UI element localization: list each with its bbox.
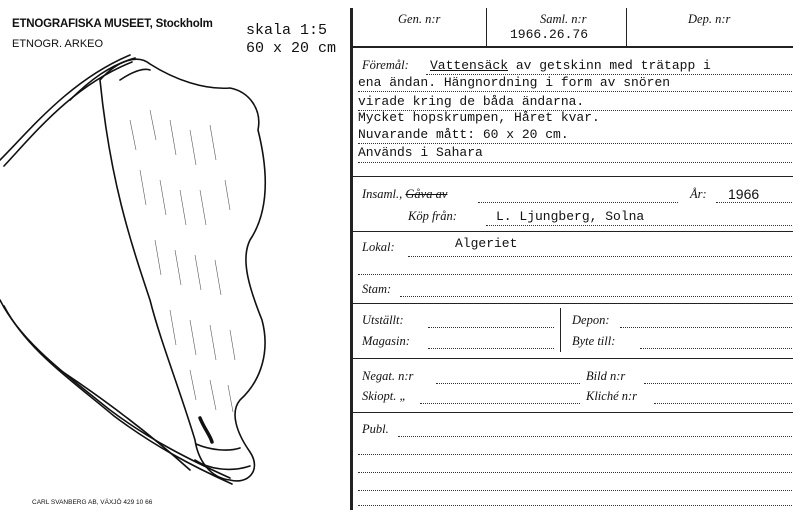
stam-label: Stam: (362, 282, 392, 296)
saml-nr-value: 1966.26.76 (510, 27, 589, 42)
section-rule (353, 303, 793, 304)
column-divider (560, 308, 561, 352)
description-line: Mycket hopskrumpen, Håret kvar. (358, 110, 600, 125)
description-line: Nuvarande mått: 60 x 20 cm. (358, 127, 569, 142)
dotted-line (408, 256, 792, 257)
department-label: ETNOGR. ARKEO (12, 38, 104, 50)
dotted-line (644, 383, 792, 384)
depon-label: Depon: (572, 313, 610, 327)
ar-label: År: (690, 187, 707, 201)
section-rule (353, 358, 793, 359)
bild-label: Bild n:r (586, 369, 626, 383)
description-line (430, 58, 711, 73)
card-divider (350, 8, 353, 510)
museum-name (12, 18, 213, 30)
dotted-line (358, 143, 792, 144)
waterskin-sketch (0, 40, 345, 500)
dotted-line (716, 202, 792, 203)
dotted-line (358, 490, 792, 491)
lokal-label: Lokal: (362, 240, 395, 254)
dotted-line (358, 505, 792, 506)
dotted-line (620, 327, 792, 328)
kop-label: Köp från: (408, 209, 457, 223)
negat-label: Negat. n:r (362, 369, 414, 383)
dotted-line (358, 274, 792, 275)
insaml-text: Insaml., (362, 187, 403, 201)
dotted-line (358, 454, 792, 455)
dotted-line (654, 403, 792, 404)
museum-city: Stockholm (155, 18, 213, 30)
dotted-line (486, 225, 792, 226)
dotted-line (420, 403, 580, 404)
description-line: Används i Sahara (358, 145, 483, 160)
object-name: Vattensäck (430, 58, 509, 73)
header-divider (626, 8, 627, 46)
lokal-value: Algeriet (455, 236, 518, 251)
section-rule (353, 412, 793, 413)
section-rule (353, 231, 793, 232)
saml-nr-label: Saml. n:r (540, 12, 587, 26)
insaml-label (362, 187, 447, 202)
gave-label: Gåva av (405, 187, 448, 201)
publ-label: Publ. (362, 422, 389, 436)
magasin-label: Magasin: (362, 334, 410, 348)
printer-imprint: CARL SVANBERG AB, VÄXJÖ 429 10 66 (32, 499, 153, 506)
museum-title: ETNOGRAFISKA MUSEET, (12, 18, 153, 30)
dotted-line (428, 327, 554, 328)
skiopt-label: Skiopt. „ (362, 389, 407, 403)
utstallt-label: Utställt: (362, 313, 404, 327)
description-line: ena ändan. Hängnordning i form av snören (358, 75, 671, 90)
dotted-line (640, 348, 792, 349)
description-line: virade kring de båda ändarna. (358, 94, 585, 109)
ar-value: 1966 (728, 186, 760, 202)
scale-ratio: skala 1:5 (246, 22, 328, 39)
dotted-line (398, 436, 792, 437)
dotted-line (358, 472, 792, 473)
dep-nr-label: Dep. n:r (688, 12, 731, 26)
dotted-line (358, 91, 792, 92)
header-rule (353, 46, 793, 48)
dotted-line (400, 296, 792, 297)
scale-dimensions: 60 x 20 cm (246, 40, 337, 57)
description-line: av getskinn med trätapp i (508, 58, 711, 73)
header-divider (486, 8, 487, 46)
dotted-line (436, 383, 580, 384)
dotted-line (358, 162, 792, 163)
kliche-label: Kliché n:r (586, 389, 638, 403)
kop-value: L. Ljungberg, Solna (496, 209, 645, 224)
foremal-label: Föremål: (362, 58, 409, 72)
dotted-line (428, 348, 554, 349)
byte-label: Byte till: (572, 334, 616, 348)
section-rule (353, 176, 793, 177)
dotted-line (478, 202, 678, 203)
gen-nr-label: Gen. n:r (398, 12, 441, 26)
